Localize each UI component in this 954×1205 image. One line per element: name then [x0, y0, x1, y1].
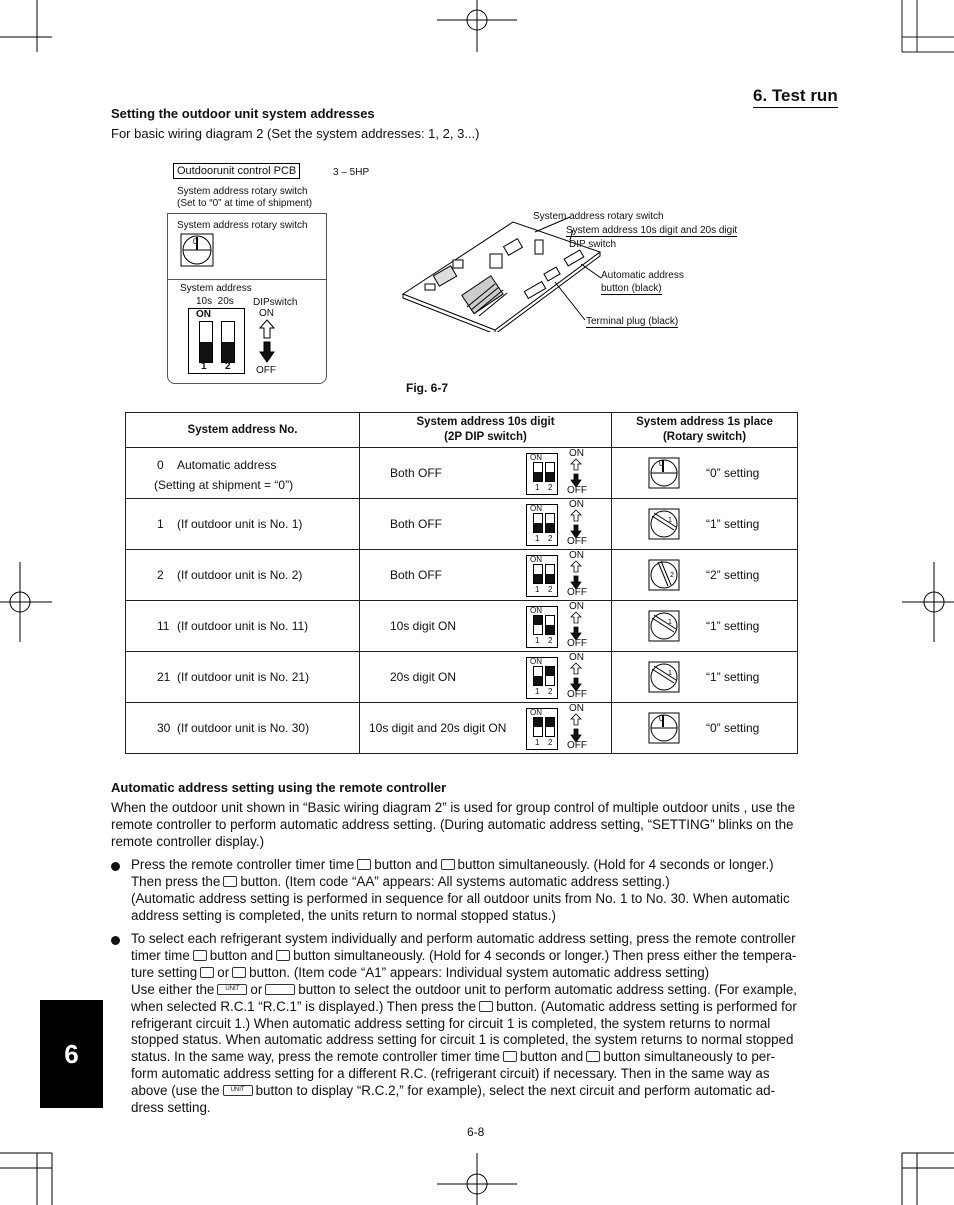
dip-pos1: 1 [535, 585, 540, 594]
table-row [126, 652, 798, 703]
rotary-switch-icon [648, 610, 680, 642]
callout-rotary: System address rotary switch [533, 211, 664, 222]
rotary-cell [612, 499, 798, 550]
svg-text:0: 0 [659, 459, 664, 468]
chapter-tab-number: 6 [64, 1038, 79, 1069]
svg-text:1: 1 [668, 517, 672, 524]
rotary-cell [612, 448, 798, 499]
address-cell [126, 550, 360, 601]
dip-switch-icon [526, 504, 558, 546]
dip-pos1: 1 [535, 738, 540, 747]
rotary-setting: “0” setting [706, 466, 760, 480]
on-off-arrows-icon [570, 713, 582, 743]
rotary-note: System address rotary switch [177, 186, 308, 197]
dip-pos1: 1 [535, 636, 540, 645]
bullet-2-text: To select each refrigerant system individually and perform automatic address setting, press the remote controller timer time button and button simultaneously. (Hold for 4 seconds or longer.) Then press either the tempera- ture setting or button. (Item code “A1” appears: Individual system automatic address setting) Use either the UNIT or button to select the outdoor unit to perform automatic address setting. (For example, when selected R.C.1 “R.C.1” is displayed.) Then press the button. (Automatic address setting is performed for refrigerant circuit 1.) When automatic address setting for circuit 1 is completed, the system returns to normal stopped status. When automatic address setting for circuit 1 is completed, the system returns to normal stopped status. In the same way, press the remote controller timer time button and button simultaneously to per- form automatic address setting for a different R.C. (refrigerant circuit) if necessary. Then in the same way as above (use the UNIT button to display “R.C.2,” for example), select the next circuit and perform automatic ad- dress setting. [131, 931, 797, 1116]
dip-pos2: 2 [548, 687, 553, 696]
arrow-off-label: OFF [567, 740, 587, 751]
dip-cell [360, 499, 612, 550]
rotary-switch-icon [648, 457, 680, 489]
address-cell [126, 448, 360, 499]
dip-text: 20s digit ON [390, 670, 457, 684]
arrow-off-label: OFF [567, 638, 587, 649]
dip-switch-icon [526, 555, 558, 597]
address-number: 30 [157, 721, 171, 735]
address-cell [126, 499, 360, 550]
dip-pos2: 2 [548, 585, 553, 594]
arrow-off-label: OFF [567, 587, 587, 598]
subheading: Setting the outdoor unit system addresses [111, 106, 375, 121]
address-cell [126, 601, 360, 652]
dip-cell [360, 703, 612, 754]
address-number: 21 [157, 670, 171, 684]
table-row [126, 448, 798, 499]
arrow-on-label: ON [569, 652, 584, 663]
dip-pos2: 2 [548, 534, 553, 543]
arrow-off-label: OFF [567, 536, 587, 547]
rotary-note-2: (Set to “0” at time of shipment) [177, 198, 313, 209]
dip-pos2: 2 [548, 738, 553, 747]
callout-dip: DIP switch [569, 239, 617, 250]
bullet-1 [111, 862, 120, 871]
address-desc: (If outdoor unit is No. 30) [177, 721, 310, 735]
header-col1: System address No. [126, 413, 360, 448]
rotary-setting: “0” setting [706, 721, 760, 735]
arrow-off-label: OFF [567, 689, 587, 700]
arrow-on-label: ON [569, 550, 584, 561]
dip-cell [360, 601, 612, 652]
address-number: 2 [157, 568, 164, 582]
table-row [126, 499, 798, 550]
svg-text:1: 1 [668, 619, 672, 626]
auto-intro: When the outdoor unit shown in “Basic wiring diagram 2” is used for group control of multiple outdoor units , use the remote controller to perform automatic address setting. (During automatic address setting, “SETTING” blinks on the remote controller display.) [111, 800, 796, 849]
address-desc: (If outdoor unit is No. 1) [177, 517, 303, 531]
address-number: 0 [157, 458, 164, 472]
address-desc: (If outdoor unit is No. 11) [177, 619, 309, 633]
table-row [126, 703, 798, 754]
on-off-arrows-icon [570, 611, 582, 641]
dip-switch-icon [526, 657, 558, 699]
callout-terminal: Terminal plug (black) [586, 316, 679, 327]
timer-check-button-icon [441, 859, 455, 870]
dip-text: 10s digit and 20s digit ON [369, 721, 507, 735]
box-rotary-label: System address rotary switch [177, 220, 308, 231]
dip-switch-icon [526, 453, 558, 495]
on-off-arrows-icon [570, 509, 582, 539]
callout-10s20s: System address 10s digit and 20s digit [566, 225, 738, 236]
dip-text: Both OFF [390, 466, 443, 480]
address-desc: (If outdoor unit is No. 2) [177, 568, 303, 582]
rotary-cell [612, 652, 798, 703]
svg-text:0: 0 [193, 237, 198, 246]
figure-caption: Fig. 6-7 [406, 381, 449, 395]
arrow-on-label: ON [569, 601, 584, 612]
address-desc: (If outdoor unit is No. 21) [177, 670, 310, 684]
set-button-icon [223, 876, 237, 887]
bullet-1-text: Press the remote controller timer time button and button simultaneously. (Hold for 4 seconds or longer.) Then press the button. (Item code “AA” appears: All systems automatic address setting.) (Automatic address setting is performed in sequence for all outdoor units from No. 1 to No. 30. When automatic address setting is completed, the units return to normal stopped status.) [131, 857, 790, 923]
timer-up-button-icon [503, 1051, 517, 1062]
dip-cell [360, 550, 612, 601]
box-sysaddr: System address [180, 283, 252, 294]
dip-on-label: ON [530, 555, 542, 564]
box-dipswitch: DIPswitch [253, 297, 298, 308]
dip-on-label: ON [530, 708, 542, 717]
unit-button-icon: UNIT [217, 984, 247, 995]
rotary-cell [612, 550, 798, 601]
box-pos1: 1 [201, 361, 207, 372]
timer-check-button-icon [276, 950, 290, 961]
address-desc2: (Setting at shipment = “0”) [154, 478, 294, 492]
address-number: 1 [157, 517, 164, 531]
dip-on-label: ON [530, 606, 542, 615]
callout-auto-2: button (black) [601, 283, 662, 294]
dip-pos2: 2 [548, 636, 553, 645]
bullet-2 [111, 936, 120, 945]
address-cell [126, 652, 360, 703]
rotary-switch-icon [648, 559, 680, 591]
timer-check-button-icon [586, 1051, 600, 1062]
dip-on-label: ON [530, 504, 542, 513]
rotary-switch-icon [648, 661, 680, 693]
header-col3: System address 1s place (Rotary switch) [612, 413, 798, 448]
arrow-off-label: OFF [567, 485, 587, 496]
address-cell [126, 703, 360, 754]
dip-text: 10s digit ON [390, 619, 457, 633]
dip-switch-icon [526, 606, 558, 648]
dip-text: Both OFF [390, 568, 443, 582]
rotary-setting: “2” setting [706, 568, 760, 582]
system-address-table [125, 412, 798, 754]
rotary-cell [612, 703, 798, 754]
box-pos2: 2 [225, 361, 231, 372]
dip-on-label: ON [530, 657, 542, 666]
louver-button-icon [265, 984, 295, 995]
arrow-on-label: ON [569, 448, 584, 459]
dip-on-label: ON [530, 453, 542, 462]
dip-switch-icon [526, 708, 558, 750]
on-off-arrows-icon [258, 319, 276, 365]
timer-up-button-icon [193, 950, 207, 961]
chapter-tab [40, 1000, 103, 1108]
table-row [126, 550, 798, 601]
page-number: 6-8 [467, 1125, 485, 1139]
header-col2: System address 10s digit (2P DIP switch) [360, 413, 612, 448]
callout-auto-1: Automatic address [601, 270, 684, 281]
auto-heading: Automatic address setting using the remote controller [111, 780, 447, 795]
dip-pos1: 1 [535, 534, 540, 543]
dip-pos2: 2 [548, 483, 553, 492]
on-off-arrows-icon [570, 662, 582, 692]
pcb-label: Outdoorunit control PCB [173, 163, 300, 179]
dip-text: Both OFF [390, 517, 443, 531]
section-title: 6. Test run [753, 86, 838, 108]
temp-down-button-icon [232, 967, 246, 978]
rotary-switch-icon [648, 508, 680, 540]
set-button-icon [479, 1001, 493, 1012]
address-number: 11 [157, 619, 170, 633]
dip-cell [360, 652, 612, 703]
on-off-arrows-icon [570, 560, 582, 590]
arrow-on-label: ON [569, 499, 584, 510]
temp-up-button-icon [200, 967, 214, 978]
rotary-setting: “1” setting [706, 670, 760, 684]
rotary-switch-icon [180, 233, 214, 267]
svg-text:1: 1 [668, 670, 672, 677]
svg-text:2: 2 [670, 572, 674, 579]
dip-pos1: 1 [535, 483, 540, 492]
on-off-arrows-icon [570, 458, 582, 488]
intro-text: For basic wiring diagram 2 (Set the system addresses: 1, 2, 3...) [111, 126, 480, 141]
rotary-cell [612, 601, 798, 652]
rotary-setting: “1” setting [706, 619, 760, 633]
rotary-setting: “1” setting [706, 517, 760, 531]
unit-button-icon: UNIT [223, 1085, 253, 1096]
box-on-right: ON [259, 308, 274, 319]
hp-label: 3 – 5HP [333, 167, 370, 178]
box-on-left: ON [196, 309, 211, 320]
table-row [126, 601, 798, 652]
svg-text:0: 0 [659, 714, 664, 723]
address-desc: Automatic address [177, 458, 277, 472]
dip-pos1: 1 [535, 687, 540, 696]
rotary-switch-icon [648, 712, 680, 744]
timer-up-button-icon [357, 859, 371, 870]
box-off: OFF [256, 365, 276, 376]
box-digits: 10s 20s [196, 296, 234, 307]
dip-cell [360, 448, 612, 499]
arrow-on-label: ON [569, 703, 584, 714]
